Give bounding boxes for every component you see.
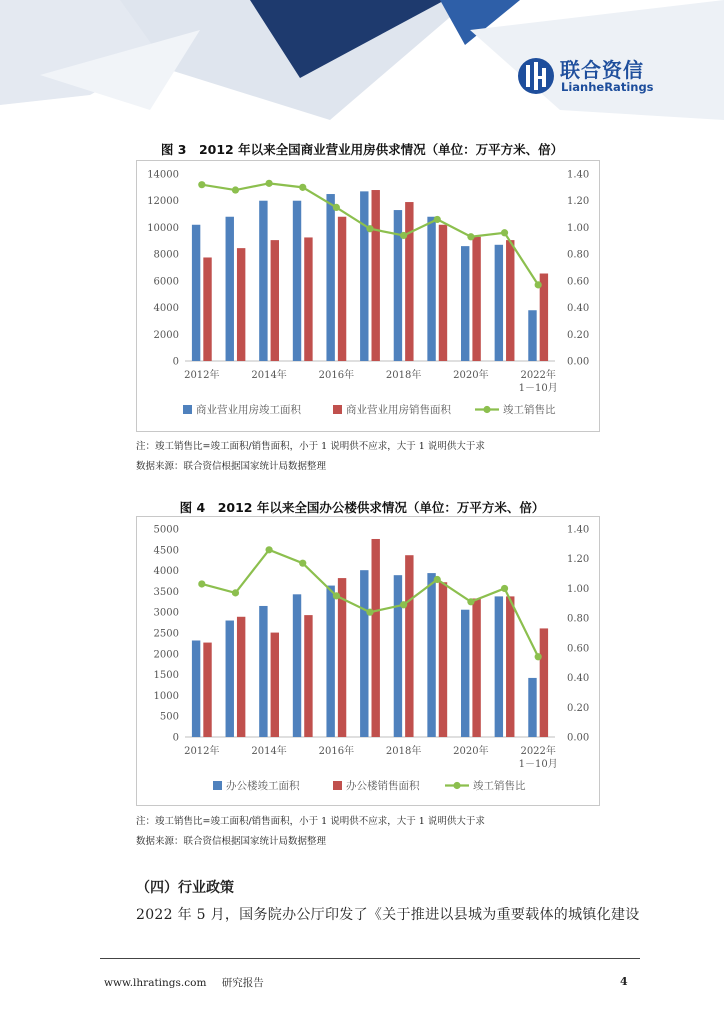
legend-point-swatch [483, 406, 490, 413]
completion-bar [293, 594, 301, 737]
sales-bar [237, 617, 245, 737]
ratio-point [333, 204, 340, 211]
y-right-tick-label: 1.20 [567, 554, 590, 566]
y-right-tick-label: 0.20 [567, 329, 590, 341]
ratio-point [467, 233, 474, 240]
footer-divider [100, 958, 640, 959]
legend-label: 办公楼竣工面积 [226, 780, 300, 792]
legend-point-swatch [453, 782, 460, 789]
legend-swatch [213, 781, 222, 790]
y-left-tick-label: 12000 [147, 196, 179, 208]
y-left-tick-label: 4000 [153, 303, 179, 315]
section-heading: （四）行业政策 [136, 880, 234, 896]
y-left-tick-label: 2500 [153, 628, 179, 640]
y-right-tick-label: 1.40 [567, 169, 590, 181]
y-right-tick-label: 0.00 [567, 732, 590, 744]
legend-label: 商业营业用房竣工面积 [196, 404, 301, 416]
body-paragraph: 2022 年 5 月，国务院办公厅印发了《关于推进以县城为重要载体的城镇化建设 [136, 907, 640, 923]
completion-bar [461, 610, 469, 737]
sales-bar [540, 628, 548, 737]
ratio-line [202, 550, 538, 657]
ratio-point [535, 653, 542, 660]
ratio-point [299, 184, 306, 191]
y-left-tick-label: 1000 [153, 690, 179, 702]
legend-label: 竣工销售比 [473, 780, 526, 792]
completion-bar [495, 596, 503, 737]
x-tick-label: 2014年 [251, 370, 287, 381]
completion-bar [528, 678, 536, 737]
completion-bar [326, 194, 334, 361]
legend-label: 办公楼销售面积 [346, 780, 420, 792]
x-tick-label: 2018年 [385, 746, 422, 757]
sales-bar [506, 240, 514, 361]
x-tick-label: 2012年 [184, 746, 220, 757]
completion-bar [528, 310, 536, 361]
figure-4-source: 数据来源：联合资信根据国家统计局数据整理 [136, 836, 327, 847]
completion-bar [394, 575, 402, 737]
completion-bar [226, 621, 234, 737]
sales-bar [372, 539, 380, 737]
sales-bar [338, 217, 346, 361]
x-tick-label: 2014年 [251, 746, 287, 757]
ratio-line [202, 183, 538, 285]
figure-4-svg [137, 517, 599, 805]
sales-bar [203, 643, 211, 737]
legend-label: 商业营业用房销售面积 [346, 404, 451, 416]
x-tick-sublabel: 1－10月 [518, 759, 558, 770]
ratio-point [198, 181, 205, 188]
completion-bar [427, 217, 435, 361]
completion-bar [326, 586, 334, 737]
completion-bar [495, 245, 503, 361]
y-right-tick-label: 1.00 [567, 583, 590, 595]
y-left-tick-label: 14000 [147, 169, 179, 181]
completion-bar [360, 570, 368, 737]
footer-left [104, 975, 276, 990]
completion-bar [259, 606, 267, 737]
ratio-point [535, 281, 542, 288]
ratio-point [366, 609, 373, 616]
y-right-tick-label: 1.00 [567, 222, 590, 234]
completion-bar [226, 217, 234, 361]
sales-bar [506, 596, 514, 737]
y-right-tick-label: 1.40 [567, 524, 590, 536]
sales-bar [304, 615, 312, 737]
y-right-tick-label: 0.80 [567, 613, 590, 625]
figure-3-source: 数据来源：联合资信根据国家统计局数据整理 [136, 461, 327, 472]
company-logo [516, 52, 656, 98]
figure-3-svg [137, 161, 599, 431]
logo-english-text: LianheRatings [561, 80, 654, 94]
ratio-point [400, 232, 407, 239]
sales-bar [439, 225, 447, 361]
x-tick-label: 2012年 [184, 370, 220, 381]
completion-bar [192, 640, 200, 737]
completion-bar [192, 225, 200, 361]
ratio-point [434, 216, 441, 223]
sales-bar [472, 598, 480, 737]
sales-bar [304, 237, 312, 361]
y-left-tick-label: 1500 [153, 670, 179, 682]
ratio-point [501, 229, 508, 236]
figure-4-chart [136, 516, 600, 806]
sales-bar [237, 248, 245, 361]
sales-bar [405, 202, 413, 361]
x-tick-label: 2016年 [318, 746, 355, 757]
y-right-tick-label: 0.60 [567, 276, 590, 288]
y-right-tick-label: 0.40 [567, 673, 590, 685]
ratio-point [333, 592, 340, 599]
y-left-tick-label: 3000 [153, 607, 179, 619]
page-number: 4 [620, 975, 628, 988]
ratio-point [265, 546, 272, 553]
x-tick-label: 2018年 [385, 370, 422, 381]
figure-4-title: 图 4 2012 年以来全国办公楼供求情况（单位：万平方米、倍） [179, 500, 545, 515]
figure-4-note: 注：竣工销售比=竣工面积/销售面积，小于 1 说明供不应求，大于 1 说明供大于求 [136, 816, 485, 827]
completion-bar [461, 246, 469, 361]
y-left-tick-label: 0 [172, 356, 179, 368]
sales-bar [472, 237, 480, 361]
x-tick-sublabel: 1－10月 [518, 383, 558, 394]
legend-swatch [333, 781, 342, 790]
ratio-point [232, 589, 239, 596]
completion-bar [427, 573, 435, 737]
sales-bar [439, 582, 447, 737]
sales-bar [338, 578, 346, 737]
sales-bar [203, 257, 211, 361]
x-tick-label: 2016年 [318, 370, 355, 381]
completion-bar [293, 201, 301, 361]
ratio-point [434, 576, 441, 583]
ratio-point [198, 580, 205, 587]
logo-mark-icon [516, 56, 556, 96]
ratio-point [467, 598, 474, 605]
y-left-tick-label: 10000 [147, 222, 179, 234]
x-tick-label: 2022年 [520, 370, 556, 381]
logo-chinese-text: 联合资信 [560, 58, 644, 82]
ratio-point [400, 601, 407, 608]
ratio-point [366, 225, 373, 232]
sales-bar [271, 633, 279, 737]
y-right-tick-label: 0.60 [567, 643, 590, 655]
y-right-tick-label: 1.20 [567, 196, 590, 208]
figure-3-note: 注：竣工销售比=竣工面积/销售面积，小于 1 说明供不应求，大于 1 说明供大于求 [136, 441, 485, 452]
ratio-point [232, 186, 239, 193]
x-tick-label: 2020年 [453, 370, 489, 381]
footer-doc-type: 研究报告 [221, 977, 264, 989]
sales-bar [405, 555, 413, 737]
y-left-tick-label: 500 [159, 711, 179, 723]
y-left-tick-label: 2000 [153, 329, 179, 341]
y-left-tick-label: 8000 [153, 249, 179, 261]
x-tick-label: 2022年 [520, 746, 556, 757]
legend-label: 竣工销售比 [503, 404, 556, 416]
legend-swatch [183, 405, 192, 414]
figure-3-title: 图 3 2012 年以来全国商业营业用房供求情况（单位：万平方米、倍） [160, 142, 564, 157]
y-right-tick-label: 0.20 [567, 702, 590, 714]
y-left-tick-label: 4500 [153, 545, 179, 557]
sales-bar [271, 240, 279, 361]
y-left-tick-label: 4000 [153, 566, 179, 578]
ratio-point [299, 560, 306, 567]
y-left-tick-label: 5000 [153, 524, 179, 536]
y-right-tick-label: 0.80 [567, 249, 590, 261]
completion-bar [259, 201, 267, 361]
y-right-tick-label: 0.40 [567, 303, 590, 315]
y-left-tick-label: 3500 [153, 586, 179, 598]
figure-3-chart [136, 160, 600, 432]
sales-bar [372, 190, 380, 361]
y-left-tick-label: 0 [172, 732, 179, 744]
legend-swatch [333, 405, 342, 414]
ratio-point [501, 585, 508, 592]
y-right-tick-label: 0.00 [567, 356, 590, 368]
footer-website-link[interactable]: www.lhratings.com [104, 977, 207, 989]
y-left-tick-label: 6000 [153, 276, 179, 288]
y-left-tick-label: 2000 [153, 649, 179, 661]
x-tick-label: 2020年 [453, 746, 489, 757]
completion-bar [360, 191, 368, 361]
ratio-point [265, 180, 272, 187]
